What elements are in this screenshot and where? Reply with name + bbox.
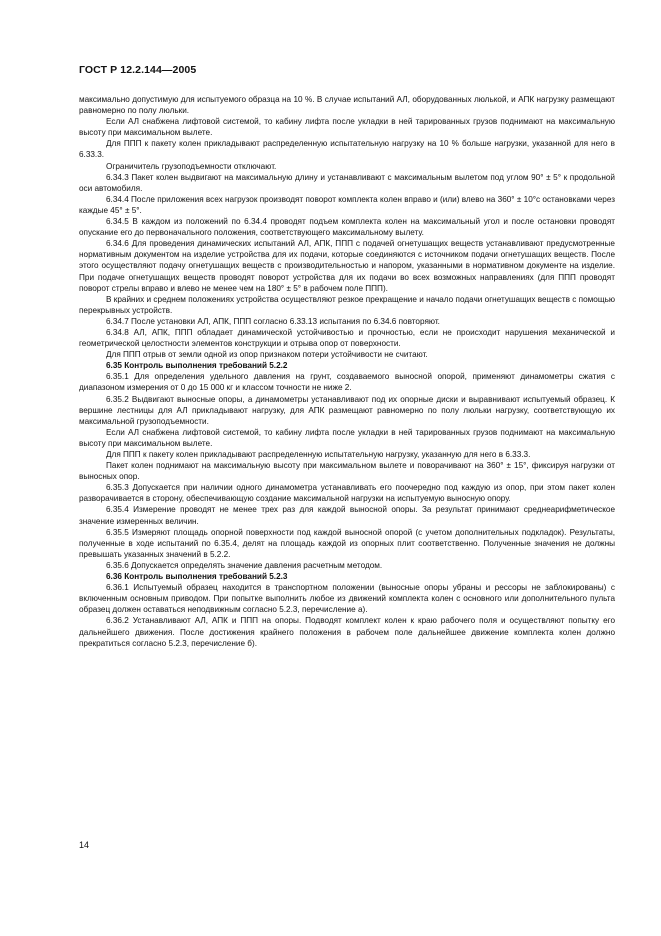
paragraph: 6.34.5 В каждом из положений по 6.34.4 проводят подъем комплекта колен на максимальный угол и после остановки проводят опускание его до первоначального положения, соответствующего максимальному вылету.	[79, 217, 615, 238]
paragraph: 6.36.1 Испытуемый образец находится в транспортном положении (выносные опоры убраны и рессоры не заблокированы) с включенным основным приводом. При попытке выполнить любое из движений комплекта колен с основного или дополнительного пульта образец должен оставаться неподвижным согласно 5.2.3, перечисление а).	[79, 583, 615, 615]
paragraph: Пакет колен поднимают на максимальную высоту при максимальном вылете и поворачивают на 360° ± 15°, фиксируя нагрузки от выносных опор.	[79, 461, 615, 482]
paragraph: 6.35.1 Для определения удельного давления на грунт, создаваемого выносной опорой, применяют динамометры сжатия с диапазоном измерения от 0 до 15 000 кг и классом точности не ниже 2.	[79, 372, 615, 393]
paragraph: 6.34.8 АЛ, АПК, ППП обладает динамической устойчивостью и прочностью, если не происходит нарушения механической и геометрической целостности элементов конструкции и отрыва опор от поверхности.	[79, 327, 615, 349]
paragraph: 6.34.3 Пакет колен выдвигают на максимальную длину и устанавливают с максимальным вылетом под углом 90° ± 5° к продольной оси автомобиля.	[79, 172, 615, 193]
document-body	[79, 94, 615, 649]
paragraph: Если АЛ снабжена лифтовой системой, то кабину лифта после укладки в ней тарированных грузов поднимают на максимальную высоту при максимальном вылете.	[79, 427, 615, 448]
paragraph: Для ППП к пакету колен прикладывают распределенную испытательную нагрузку на 10 % больше нагрузки, указанной для него в 6.33.3.	[79, 139, 615, 160]
paragraph: 6.35.2 Выдвигают выносные опоры, а динамометры устанавливают под их опорные диски и выравнивают испытуемый образец. К вершине лестницы для АЛ прикладывают нагрузку, для АПК размещают равномерно по полу люльки нагрузку, соответствующую их максимальной грузоподъемности.	[79, 394, 615, 426]
section-heading: 6.35 Контроль выполнения требований 5.2.2	[106, 361, 288, 371]
paragraph: 6.34.6 Для проведения динамических испытаний АЛ, АПК, ППП с подачей огнетушащих веществ устанавливают предусмотренные нормативным документом на изделие устройства для их подачи, которые соединяются с источником подачи огнетушащих веществ. После этого осуществляют подачу огнетушащих веществ с производительностью и напором, указанными в нормативном документе на изделие. При подаче огнетушащих веществ проводят поворот устройства для их подачи во всех возможных направлениях (для ППП проводят поворот стрелы вправо и влево не менее чем на 180° ± 5° в рабочем поле ППП).	[79, 239, 615, 293]
paragraph: 6.36.2 Устанавливают АЛ, АПК и ППП на опоры. Подводят комплект колен к краю рабочего поля и осуществляют попытку его дальнейшего движения. После достижения крайнего положения в рабочем поле дальнейшее движение комплекта колен должно прекратиться согласно 5.2.3, перечисление б).	[79, 616, 615, 648]
paragraph: 6.34.4 После приложения всех нагрузок производят поворот комплекта колен вправо и (или) влево на 360° ± 10°с остановками через каждые 45° ± 5°.	[79, 194, 615, 215]
document-header: ГОСТ Р 12.2.144—2005	[79, 64, 197, 76]
page-number: 14	[79, 840, 90, 850]
paragraph: максимально допустимую для испытуемого образца на 10 %. В случае испытаний АЛ, оборудованных люлькой, и АПК нагрузку размещают равномерно по полу люльки.	[79, 95, 615, 116]
paragraph: В крайних и среднем положениях устройства осуществляют резкое прекращение и начало подачи огнетушащих веществ с помощью перекрывных устройств.	[79, 294, 615, 315]
paragraph: 6.35.6 Допускается определять значение давления расчетным методом.	[106, 560, 383, 570]
paragraph: 6.35.3 Допускается при наличии одного динамометра устанавливать его поочередно под каждую из опор, при этом пакет колен разворачивается в сторону, обеспечивающую создание максимальной нагрузки на испытуемую выносную опору.	[79, 483, 615, 504]
paragraph: 6.34.7 После установки АЛ, АПК, ППП согласно 6.33.13 испытания по 6.34.6 повторяют.	[106, 316, 440, 326]
paragraph: Для ППП отрыв от земли одной из опор признаком потери устойчивости не считают.	[106, 350, 428, 360]
paragraph: Если АЛ снабжена лифтовой системой, то кабину лифта после укладки в ней тарированных грузов поднимают на максимальную высоту при максимальном вылете.	[79, 117, 615, 138]
section-heading: 6.36 Контроль выполнения требований 5.2.3	[106, 572, 288, 582]
paragraph: Для ППП к пакету колен прикладывают распределенную испытательную нагрузку, указанную для него в 6.33.3.	[106, 450, 531, 459]
paragraph: 6.35.5 Измеряют площадь опорной поверхности под каждой выносной опорой (с учетом дополнительных подкладок). Результаты, полученные в ходе испытаний по 6.35.4, делят на площадь каждой из опорных плит соответственно. Полученные значения не должны превышать указанных значений в 5.2.2.	[79, 527, 615, 559]
paragraph: Ограничитель грузоподъемности отключают.	[106, 161, 277, 171]
paragraph: 6.35.4 Измерение проводят не менее трех раз для каждой выносной опоры. За результат принимают среднеарифметическое значение измеренных величин.	[79, 505, 615, 526]
